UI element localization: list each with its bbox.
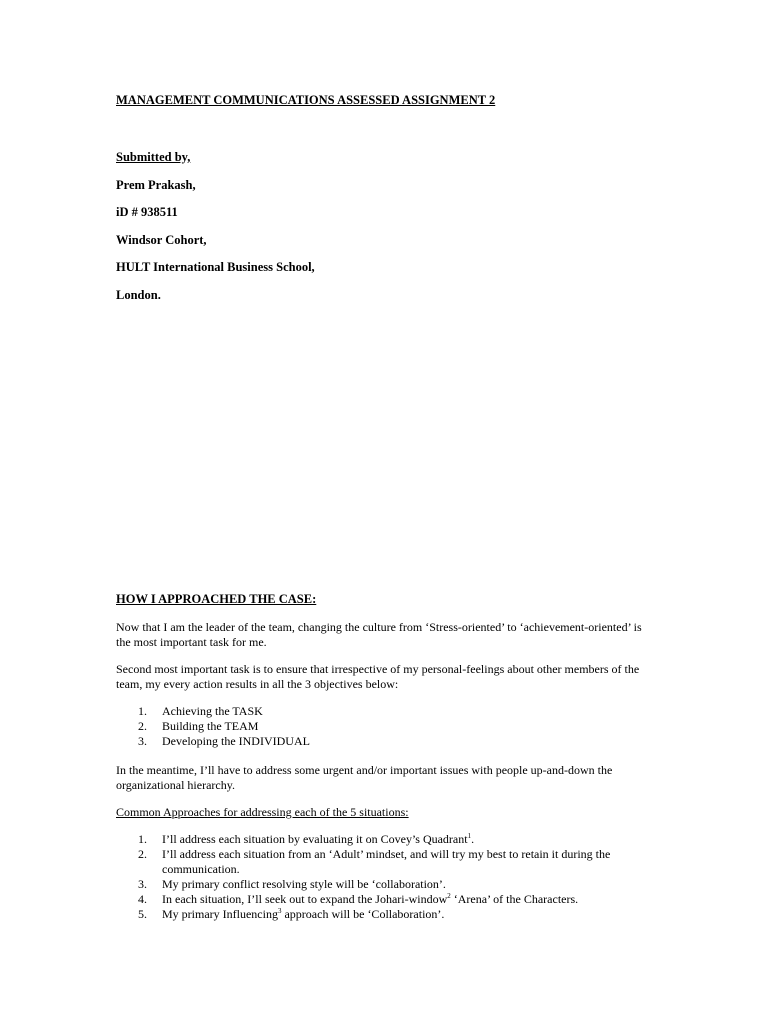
- list-item: [116, 832, 656, 847]
- footnote-ref: 1: [467, 832, 472, 840]
- paragraph-objectives-intro: Second most important task is to ensure that irrespective of my personal-feelings about other members of the team, my every action results in all the 3 objectives below:: [116, 662, 640, 691]
- objectives-list: [116, 704, 656, 749]
- document-title: MANAGEMENT COMMUNICATIONS ASSESSED ASSIGNMENT 2: [116, 93, 496, 107]
- list-item-number: 2.: [138, 847, 147, 861]
- paragraph-hierarchy: In the meantime, I’ll have to address some urgent and/or important issues with people up-and-down the organizational hierarchy.: [116, 763, 613, 792]
- list-item: [116, 847, 656, 877]
- list-item-text: In each situation, I’ll seek out to expand the Johari-window: [162, 892, 448, 906]
- city: London.: [116, 288, 161, 302]
- list-item-text-end: .: [471, 832, 475, 846]
- list-item-text: Developing the INDIVIDUAL: [162, 734, 310, 748]
- school-name: HULT International Business School,: [116, 260, 315, 274]
- approaches-list: [116, 832, 656, 922]
- list-item: [116, 892, 656, 907]
- list-item-text: I’ll address each situation from an ‘Adult’ mindset, and will try my best to retain it during the communication.: [162, 847, 611, 876]
- footnote-ref: 3: [277, 907, 282, 915]
- list-item-number: 4.: [138, 892, 147, 906]
- paragraph-culture: Now that I am the leader of the team, changing the culture from ‘Stress-oriented’ to ‘achievement-oriented’ is the most important task for me.: [116, 620, 642, 649]
- list-item-number: 5.: [138, 907, 147, 921]
- cohort: Windsor Cohort,: [116, 233, 207, 247]
- list-item-number: 3.: [138, 734, 147, 748]
- list-item-text: My primary conflict resolving style will be ‘collaboration’.: [162, 877, 446, 891]
- list-item-number: 3.: [138, 877, 147, 891]
- list-item-number: 1.: [138, 704, 147, 718]
- list-item: [116, 719, 656, 734]
- list-item-text: My primary Influencing: [162, 907, 278, 921]
- list-item: [116, 877, 656, 892]
- author-name: Prem Prakash,: [116, 178, 196, 192]
- list-item-text: Building the TEAM: [162, 719, 259, 733]
- list-item-number: 1.: [138, 832, 147, 846]
- list-item-number: 2.: [138, 719, 147, 733]
- list-item-text: Achieving the TASK: [162, 704, 263, 718]
- list-item: [116, 734, 656, 749]
- section-heading: HOW I APPROACHED THE CASE:: [116, 592, 317, 606]
- list-item: [116, 704, 656, 719]
- list-item-text: I’ll address each situation by evaluating it on Covey’s Quadrant: [162, 832, 468, 846]
- list-item-text-end: approach will be ‘Collaboration’.: [281, 907, 445, 921]
- list-item: [116, 907, 656, 922]
- list-item-text-end: ‘Arena’ of the Characters.: [450, 892, 579, 906]
- submitted-by-heading: Submitted by,: [116, 150, 191, 164]
- footnote-ref: 2: [447, 892, 451, 900]
- approaches-heading: Common Approaches for addressing each of the 5 situations:: [116, 805, 409, 819]
- student-id: iD # 938511: [116, 205, 178, 219]
